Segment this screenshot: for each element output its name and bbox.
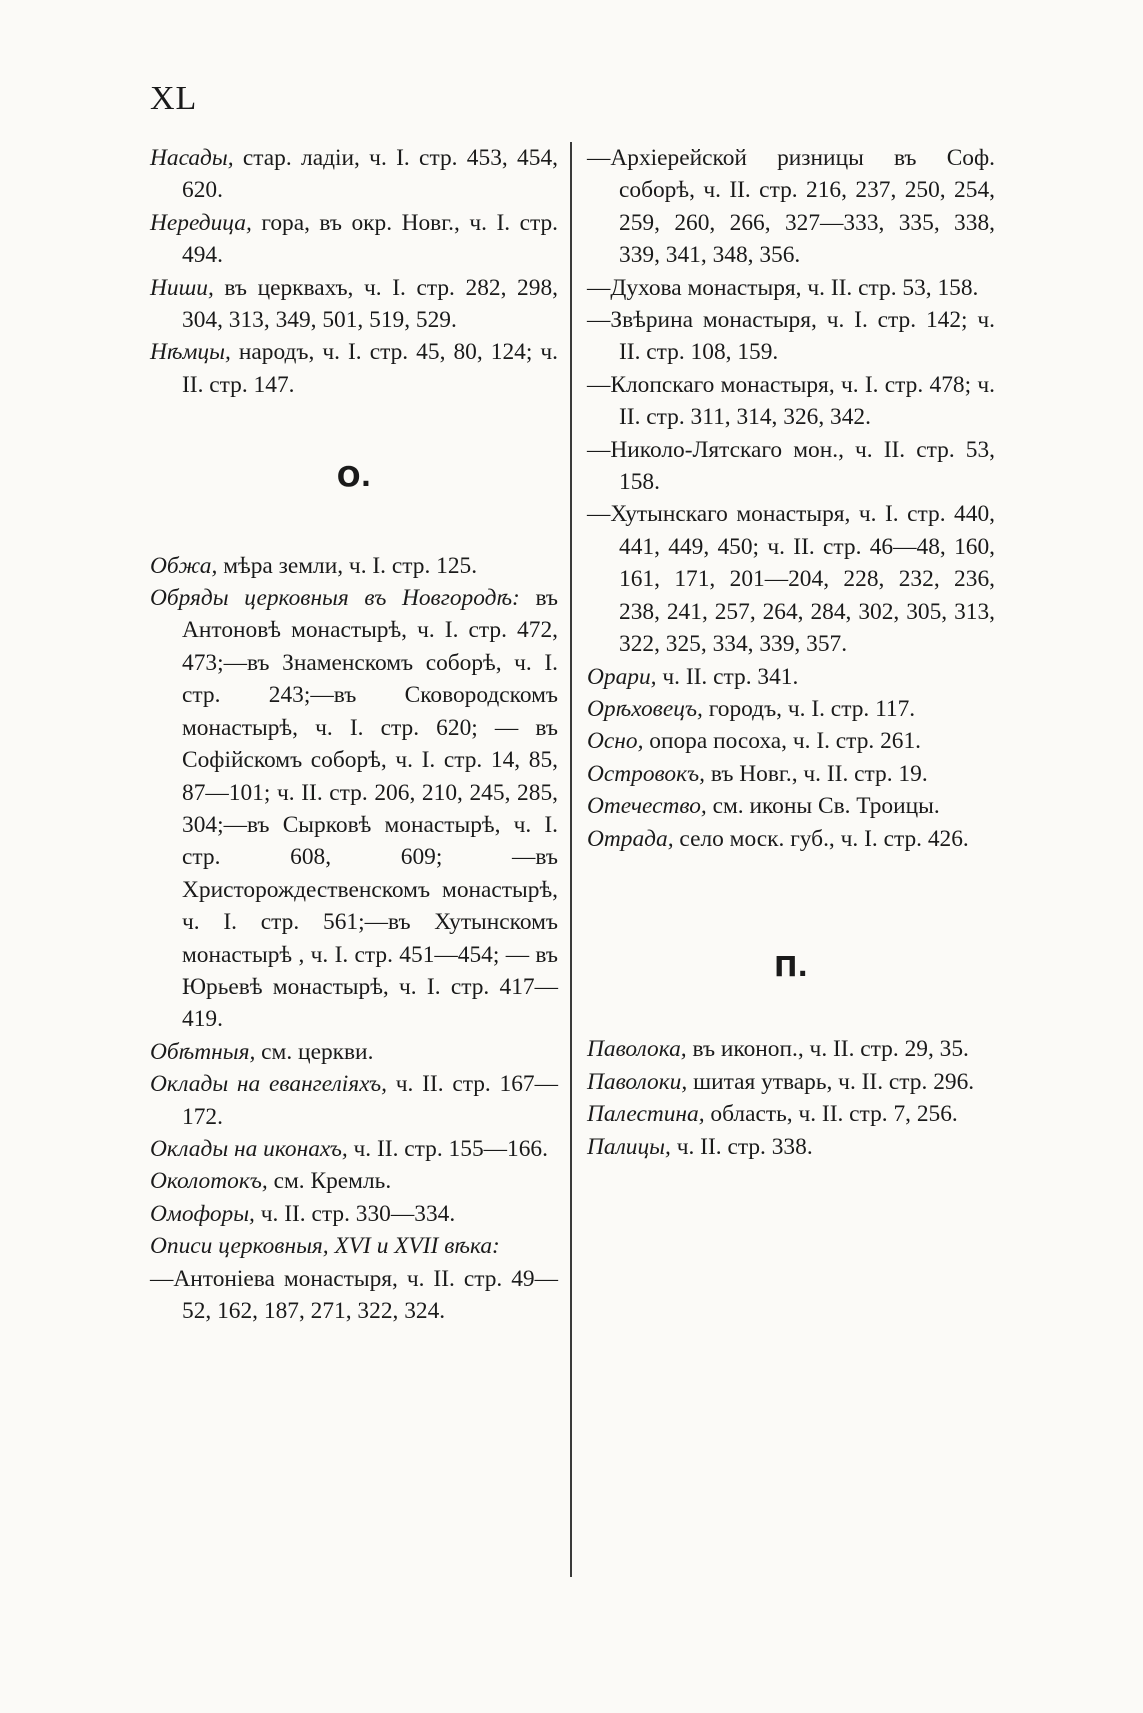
index-entry [587, 1033, 995, 1065]
index-entry [587, 142, 995, 272]
index-entry [587, 272, 995, 304]
entry-headword: Околотокъ, [150, 1168, 268, 1195]
entry-references: въ иконоп., ч. II. стр. 29, 35. [686, 1036, 969, 1063]
entry-references: въ церквахъ, ч. I. стр. 282, 298, 304, 313, 349, 501, 519, 529. [182, 274, 558, 334]
entry-headword: Оклады на евангеліяхъ, [150, 1071, 387, 1098]
entry-references: область, ч. II. стр. 7, 256. [704, 1101, 958, 1128]
entry-references: гора, въ окр. Новг., ч. I. стр. 494. [182, 209, 558, 269]
index-entry [150, 1036, 558, 1068]
entry-references: —Звѣрина монастыря, ч. I. стр. 142; ч. II. стр. 108, 159. [587, 307, 995, 366]
index-entry [587, 758, 995, 790]
index-entry [150, 1263, 558, 1328]
entry-references: ч. II. стр. 330—334. [254, 1200, 456, 1227]
index-column-left [150, 142, 558, 1327]
entry-references: мѣра земли, ч. I. стр. 125. [217, 552, 478, 579]
index-entry [150, 1198, 558, 1230]
entry-headword: Паволоки, [587, 1068, 688, 1095]
entry-headword: Омофоры, [150, 1200, 255, 1227]
letter-heading-p: П. [773, 949, 809, 983]
entry-group-left-before [150, 142, 558, 401]
entry-references: ч. II. стр. 167—172. [182, 1071, 559, 1130]
entry-references: см. иконы Св. Троицы. [706, 793, 940, 820]
index-entry [587, 304, 995, 369]
entry-references: —Антоніева монастыря, ч. II. стр. 49—52, 162, 187, 271, 322, 324. [150, 1265, 558, 1324]
index-entry [150, 142, 558, 207]
entry-references: въ Антоновѣ монастырѣ, ч. I. стр. 472, 473;—въ Знаменскомъ соборѣ, ч. I. стр. 243;—въ Сковородскомъ монастырѣ, ч. I. стр. 620; — въ Софійскомъ соборѣ, ч. I. стр. 14, 85, 87—101; ч. II. стр. 206, 210, 245, 285, 304;—въ Сырковѣ монастырѣ, ч. I. стр. 608, 609; —въ Христорождественскомъ монастырѣ, ч. I. стр. 561;—въ Хутынскомъ монастырѣ , ч. I. стр. 451—454; — въ Юрьевѣ монастырѣ, ч. I. стр. 417—419. [182, 585, 559, 1033]
index-entry [587, 1066, 995, 1098]
entry-references: —Хутынскаго монастыря, ч. I. стр. 440, 441, 449, 450; ч. II. стр. 46—48, 160, 161, 171, 201—204, 228, 232, 236, 238, 241, 257, 264, 284, 302, 305, 313, 322, 325, 334, 339, 357. [587, 501, 995, 658]
index-column-right [587, 142, 995, 1163]
entry-references: см. церкви. [255, 1038, 374, 1065]
entry-references: —Клопскаго монастыря, ч. I. стр. 478; ч. II. стр. 311, 314, 326, 342. [587, 371, 995, 431]
index-entry [587, 725, 995, 757]
entry-headword: Отечество, [587, 793, 707, 820]
entry-headword: Насады, [150, 145, 234, 171]
index-entry [587, 1131, 995, 1163]
entry-headword: Отрада, [587, 825, 674, 852]
index-entry [150, 272, 558, 337]
entry-headword: Обжа, [150, 552, 218, 579]
index-entry [587, 661, 995, 693]
index-entry [150, 1230, 558, 1262]
entry-headword: Ниши, [150, 274, 214, 301]
entry-references: шитая утварь, ч. II. стр. 296. [687, 1068, 975, 1095]
entry-headword: Островокъ, [587, 760, 706, 787]
index-entry [150, 207, 558, 272]
entry-references: въ Новг., ч. II. стр. 19. [705, 760, 928, 787]
column-divider [570, 142, 572, 1577]
entry-references: см. Кремль. [267, 1168, 392, 1195]
entry-headword: Обѣтныя, [150, 1038, 256, 1065]
entry-headword: Описи церковныя, XVI и XVII вѣка: [150, 1233, 500, 1260]
entry-references: народъ, ч. I. стр. 45, 80, 124; ч. II. стр. 147. [182, 339, 558, 398]
entry-references: —Архіерейской ризницы въ Соф. соборѣ, ч. II. стр. 216, 237, 250, 254, 259, 260, 266, 327—333, 335, 338, 339, 341, 348, 356. [587, 145, 995, 269]
entry-references: стар. ладіи, ч. I. стр. 453, 454, 620. [182, 145, 558, 204]
entry-headword: Паволока, [587, 1036, 687, 1063]
index-entry [150, 1068, 558, 1133]
index-entry [587, 693, 995, 725]
entry-references: ч. II. стр. 338. [670, 1133, 813, 1160]
entry-headword: Палестина, [587, 1101, 705, 1128]
letter-heading-o: О. [336, 460, 372, 494]
index-entry [587, 790, 995, 822]
entry-references: —Николо-Лятскаго мон., ч. II. стр. 53, 158. [587, 436, 995, 496]
entry-references: ч. II. стр. 155—166. [347, 1135, 548, 1162]
entry-references: —Духова монастыря, ч. II. стр. 53, 158. [587, 274, 979, 301]
entry-references: опора посоха, ч. I. стр. 261. [643, 728, 922, 755]
entry-references: городъ, ч. I. стр. 117. [702, 695, 916, 722]
index-entry [587, 1098, 995, 1130]
index-entry [587, 823, 995, 855]
entry-headword: Орѣховецъ, [587, 695, 703, 722]
entry-group-right-after [587, 1033, 995, 1163]
entry-headword: Нѣмцы, [150, 339, 231, 366]
entry-references: ч. II. стр. 341. [656, 663, 799, 690]
entry-references: село моск. губ., ч. I. стр. 426. [673, 825, 969, 852]
index-entry [150, 582, 558, 1036]
index-entry [150, 336, 558, 401]
index-entry [587, 369, 995, 434]
entry-group-left-after [150, 550, 558, 1328]
page-number: XL [150, 80, 198, 117]
entry-headword: Осно, [587, 728, 644, 755]
index-entry [150, 1165, 558, 1197]
entry-headword: Орари, [587, 663, 657, 690]
index-entry [150, 550, 558, 582]
index-entry [150, 1133, 558, 1165]
entry-headword: Обряды церковныя въ Новгородѣ: [150, 585, 520, 612]
entry-headword: Нередица, [150, 209, 252, 236]
entry-headword: Палицы, [587, 1133, 671, 1160]
entry-headword: Оклады на иконахъ, [150, 1135, 348, 1162]
index-entry [587, 434, 995, 499]
index-entry [587, 498, 995, 660]
entry-group-right-before [587, 142, 995, 855]
